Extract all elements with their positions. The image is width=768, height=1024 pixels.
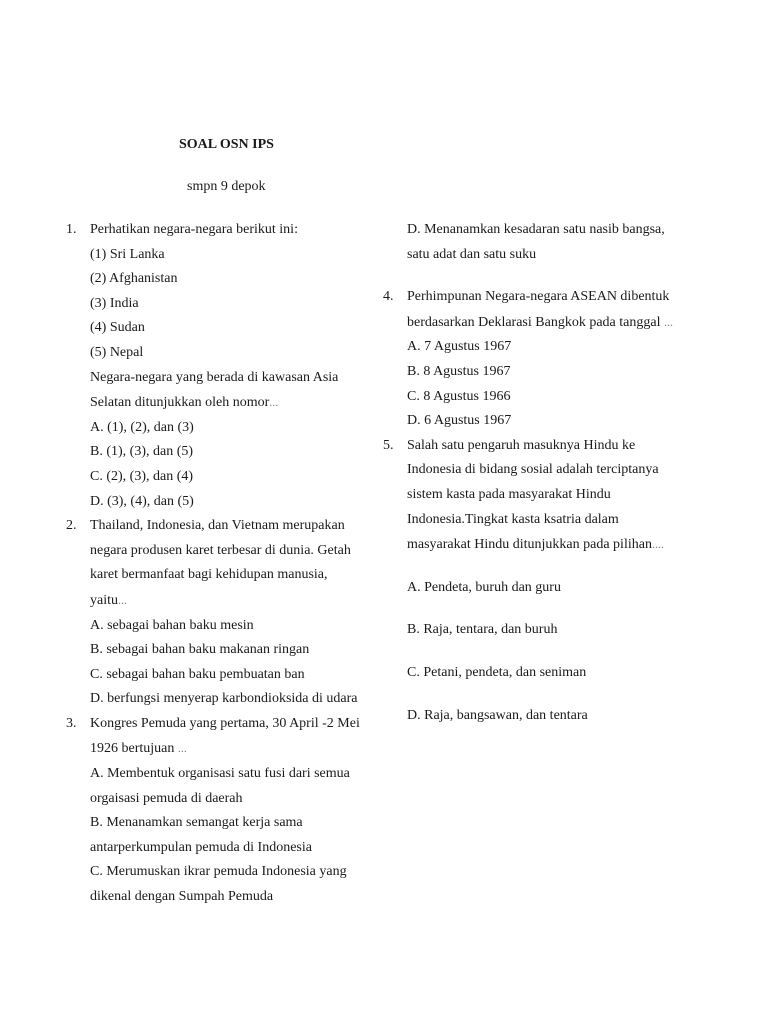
question-stem: Perhatikan negara-negara berikut ini: <box>90 222 298 237</box>
option-c: C. 8 Agustus 1966 <box>407 388 511 404</box>
option-a-cont: orgaisasi pemuda di daerah <box>90 790 243 806</box>
option-b: B. 8 Agustus 1967 <box>407 363 511 379</box>
question-number: 1. <box>66 222 77 237</box>
ellipsis: ... <box>118 592 127 607</box>
question-stem-cont <box>90 736 366 762</box>
option-b: B. Raja, tentara, dan buruh <box>407 622 558 638</box>
option-d: D. Menanamkan kesadaran satu nasib bangsa, <box>407 222 665 237</box>
right-column <box>383 218 683 728</box>
question-number: 5. <box>383 437 394 453</box>
question-3 <box>66 712 366 910</box>
option-c: C. (2), (3), dan (4) <box>90 468 194 484</box>
page-title: SOAL OSN IPS <box>179 137 274 152</box>
option-c-cont: dikenal dengan Sumpah Pemuda <box>90 889 274 905</box>
option-a: A. sebagai bahan baku mesin <box>90 617 254 633</box>
question-stem: Indonesia di bidang sosial adalah terciptanya <box>407 462 659 478</box>
list-item: (1) Sri Lanka <box>90 246 165 262</box>
question-stem: Indonesia.Tingkat kasta ksatria dalam <box>407 511 619 527</box>
question-stem: Thailand, Indonesia, dan Vietnam merupakan <box>90 518 345 534</box>
ellipsis: .... <box>651 537 664 552</box>
question-4 <box>383 285 683 434</box>
list-item: (2) Afghanistan <box>90 271 178 287</box>
option-a: A. Membentuk organisasi satu fusi dari semua <box>90 766 350 782</box>
question-prompt: Negara-negara yang berada di kawasan Asia <box>90 369 339 385</box>
question-stem: Kongres Pemuda yang pertama, 30 April -2 Mei <box>90 715 360 731</box>
list-item: (4) Sudan <box>90 320 145 336</box>
ellipsis: ... <box>663 314 673 329</box>
list-item: (3) India <box>90 295 139 311</box>
question-5 <box>383 434 683 728</box>
question-2 <box>66 514 366 712</box>
question-number: 3. <box>66 715 77 731</box>
question-stem: Salah satu pengaruh masuknya Hindu ke <box>407 437 636 453</box>
question-1 <box>66 218 366 514</box>
stem-text: berdasarkan Deklarasi Bangkok pada tanggal <box>407 314 661 330</box>
option-b-cont: antarperkumpulan pemuda di Indonesia <box>90 839 312 855</box>
ellipsis: ... <box>269 395 279 410</box>
option-d: D. 6 Agustus 1967 <box>407 413 512 429</box>
page-subtitle: smpn 9 depok <box>187 179 266 194</box>
question-number: 4. <box>383 289 394 305</box>
option-d: D. Raja, bangsawan, dan tentara <box>407 707 588 723</box>
question-3-continued <box>383 218 683 267</box>
list-item: (5) Nepal <box>90 344 144 360</box>
ellipsis: ... <box>177 741 187 756</box>
option-c: C. sebagai bahan baku pembuatan ban <box>90 666 305 682</box>
option-b: B. (1), (3), dan (5) <box>90 444 194 460</box>
question-stem: negara produsen karet terbesar di dunia. Getah <box>90 542 351 558</box>
option-c: C. Merumuskan ikrar pemuda Indonesia yang <box>90 864 347 880</box>
option-d: D. (3), (4), dan (5) <box>90 493 194 509</box>
stem-text: masyarakat Hindu ditunjukkan pada pilihan <box>407 537 652 553</box>
question-stem: sistem kasta pada masyarakat Hindu <box>407 486 611 502</box>
option-d: D. berfungsi menyerap karbondioksida di udara <box>90 691 358 707</box>
question-stem: karet bermanfaat bagi kehidupan manusia, <box>90 567 328 583</box>
question-stem-cont <box>90 588 366 614</box>
question-stem-cont <box>407 310 683 336</box>
question-stem: Perhimpunan Negara-negara ASEAN dibentuk <box>407 289 670 305</box>
option-c: C. Petani, pendeta, dan seniman <box>407 664 587 680</box>
option-b: B. sebagai bahan baku makanan ringan <box>90 642 310 658</box>
prompt-text: Selatan ditunjukkan oleh nomor <box>90 395 270 411</box>
option-d-cont: satu adat dan satu suku <box>407 246 537 262</box>
stem-text: yaitu <box>90 592 118 608</box>
stem-text: 1926 bertujuan <box>90 741 175 757</box>
question-number: 2. <box>66 518 77 534</box>
option-a: A. (1), (2), dan (3) <box>90 419 194 435</box>
question-stem-cont <box>407 532 683 558</box>
option-a: A. 7 Agustus 1967 <box>407 339 512 355</box>
question-prompt-cont <box>90 390 366 416</box>
left-column <box>66 218 366 910</box>
option-b: B. Menanamkan semangat kerja sama <box>90 815 303 831</box>
option-a: A. Pendeta, buruh dan guru <box>407 579 561 595</box>
